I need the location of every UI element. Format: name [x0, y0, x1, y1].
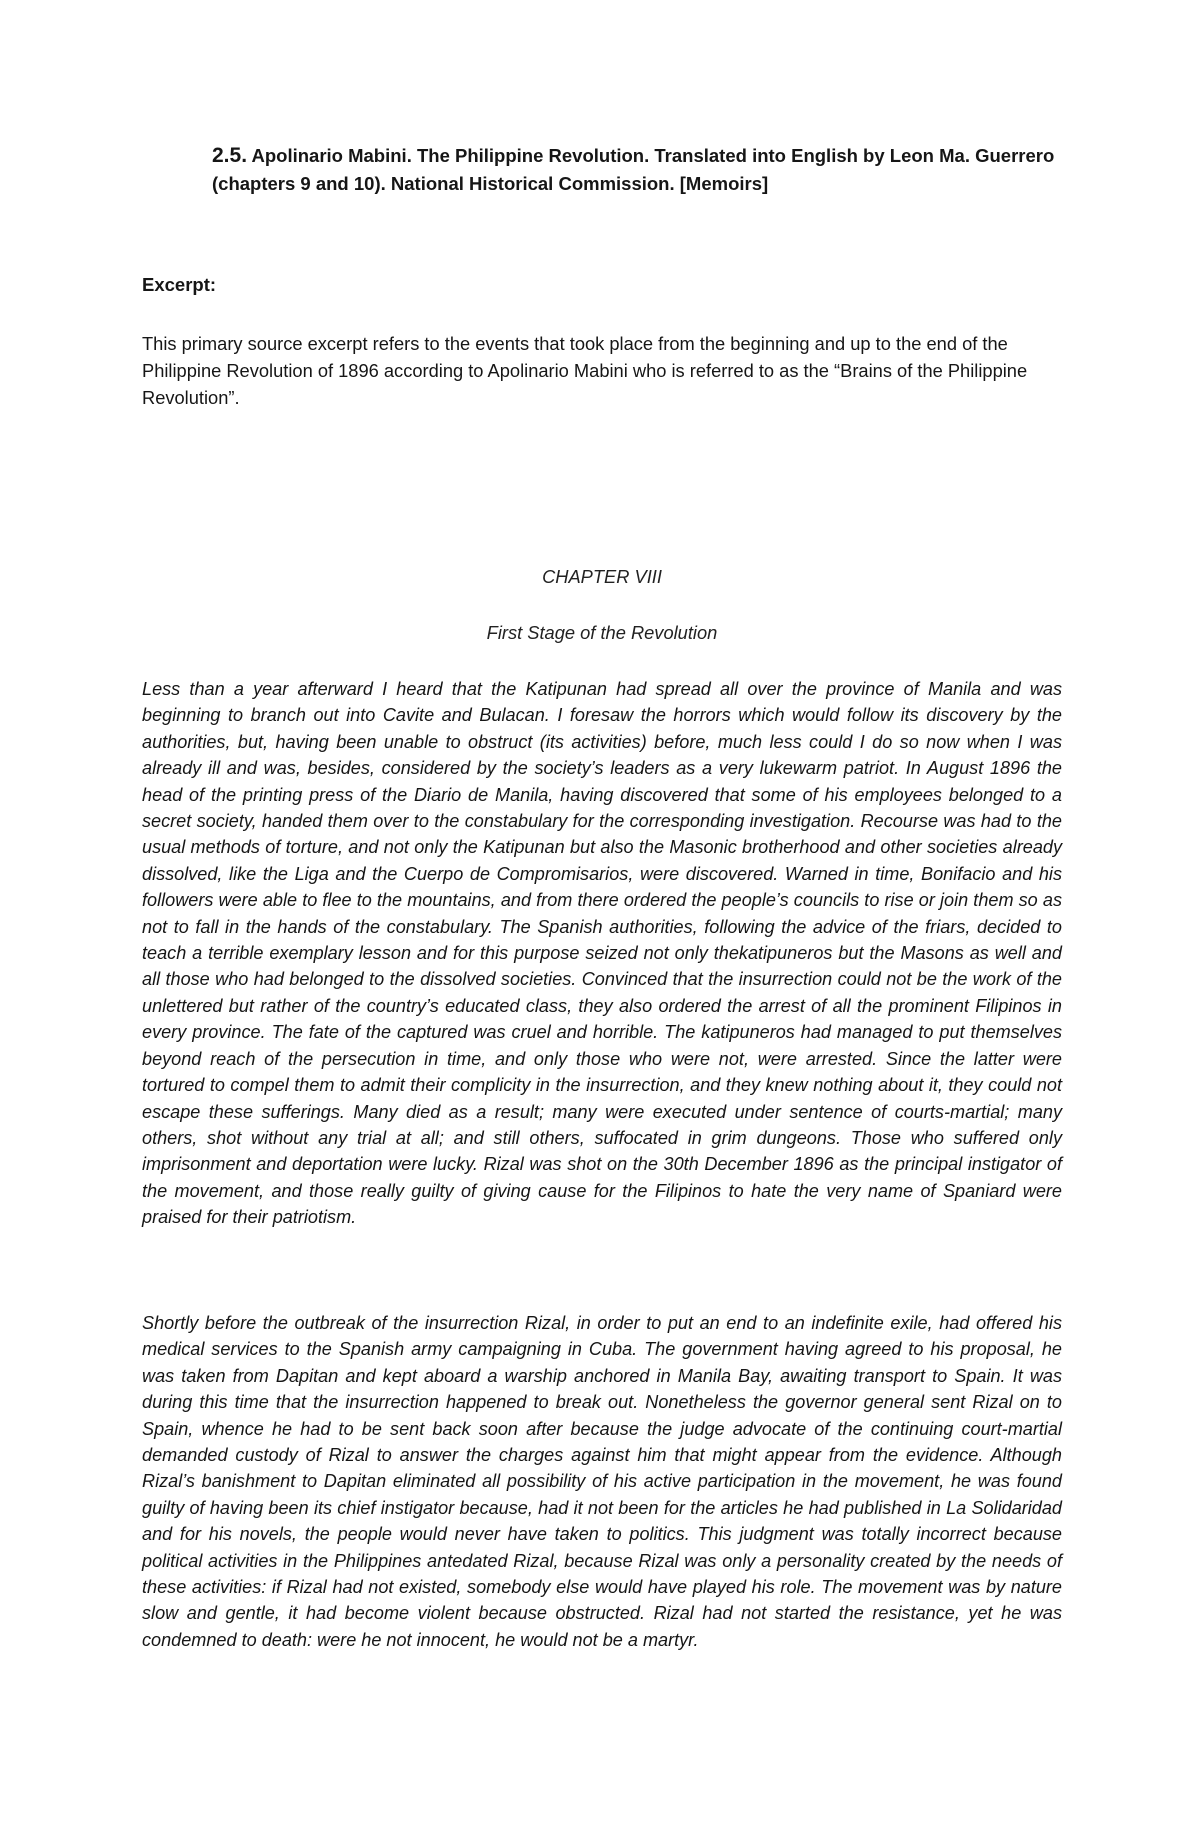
excerpt-label: Excerpt: [142, 274, 217, 295]
heading-text: Apolinario Mabini. The Philippine Revolution. Translated into English by Leon Ma. Guerrero (chapters 9 and 10). National Historical Commission. [Memoirs] [212, 145, 1055, 194]
body-paragraph: Less than a year afterward I heard that the Katipunan had spread all over the province of Manila and was beginning to branch out into Cavite and Bulacan. I foresaw the horrors which would follow its discovery by the authorities, but, having been unable to obstruct (its activities) before, much less could I do so now when I was already ill and was, besides, considered by the society’s leaders as a very lukewarm patriot. In August 1896 the head of the printing press of the Diario de Manila, having discovered that some of his employees belonged to a secret society, handed them over to the constabulary for the corresponding investigation. Recourse was had to the usual methods of torture, and not only the Katipunan but also the Masonic brotherhood and other societies already dissolved, like the Liga and the Cuerpo de Compromisarios, were discovered. Warned in time, Bonifacio and his followers were able to flee to the mountains, and from there ordered the people’s councils to rise or join them so as not to fall in the hands of the constabulary. The Spanish authorities, following the advice of the friars, decided to teach a terrible exemplary lesson and for this purpose seized not only thekatipuneros but the Masons as well and all those who had belonged to the dissolved societies. Convinced that the insurrection could not be the work of the unlettered but rather of the country’s educated class, they also ordered the arrest of all the prominent Filipinos in every province. The fate of the captured was cruel and horrible. The katipuneros had managed to put themselves beyond reach of the persecution in time, and only those who were not, were arrested. Since the latter were tortured to compel them to admit their complicity in the insurrection, and they knew nothing about it, they could not escape these sufferings. Many died as a result; many were executed under sentence of courts-martial; many others, shot without any trial at all; and still others, suffocated in grim dungeons. Those who suffered only imprisonment and deportation were lucky. Rizal was shot on the 30th December 1896 as the principal instigator of the movement, and those really guilty of giving cause for the Filipinos to hate the very name of Spaniard were praised for their patriotism. [142, 679, 1062, 1228]
chapter-subtitle: First Stage of the Revolution [486, 622, 718, 643]
body-paragraph: Shortly before the outbreak of the insurrection Rizal, in order to put an end to an indefinite exile, had offered his medical services to the Spanish army campaigning in Cuba. The government having agreed to his proposal, he was taken from Dapitan and kept aboard a warship anchored in Manila Bay, awaiting transport to Spain. It was during this time that the insurrection happened to break out. Nonetheless the governor general sent Rizal on to Spain, whence he had to be sent back soon after because the judge advocate of the continuing court-martial demanded custody of Rizal to answer the charges against him that might appear from the evidence. Although Rizal’s banishment to Dapitan eliminated all possibility of his active participation in the movement, he was found guilty of having been its chief instigator because, had it not been for the articles he had published in La Solidaridad and for his novels, the people would never have taken to politics. This judgment was totally incorrect because political activities in the Philippines antedated Rizal, because Rizal was only a personality created by the needs of these activities: if Rizal had not existed, somebody else would have played his role. The movement was by nature slow and gentle, it had become violent because obstructed. Rizal had not started the resistance, yet he was condemned to death: were he not innocent, he would not be a martyr. [142, 1313, 1062, 1650]
intro-paragraph: This primary source excerpt refers to the events that took place from the beginning and up to the end of the Philippine Revolution of 1896 according to Apolinario Mabini who is referred to as the “Brains of the Philippine Revolution”. [142, 333, 1028, 408]
heading-number: 2.5. [212, 144, 248, 167]
chapter-title: CHAPTER VIII [542, 566, 662, 587]
source-heading [212, 142, 1072, 198]
